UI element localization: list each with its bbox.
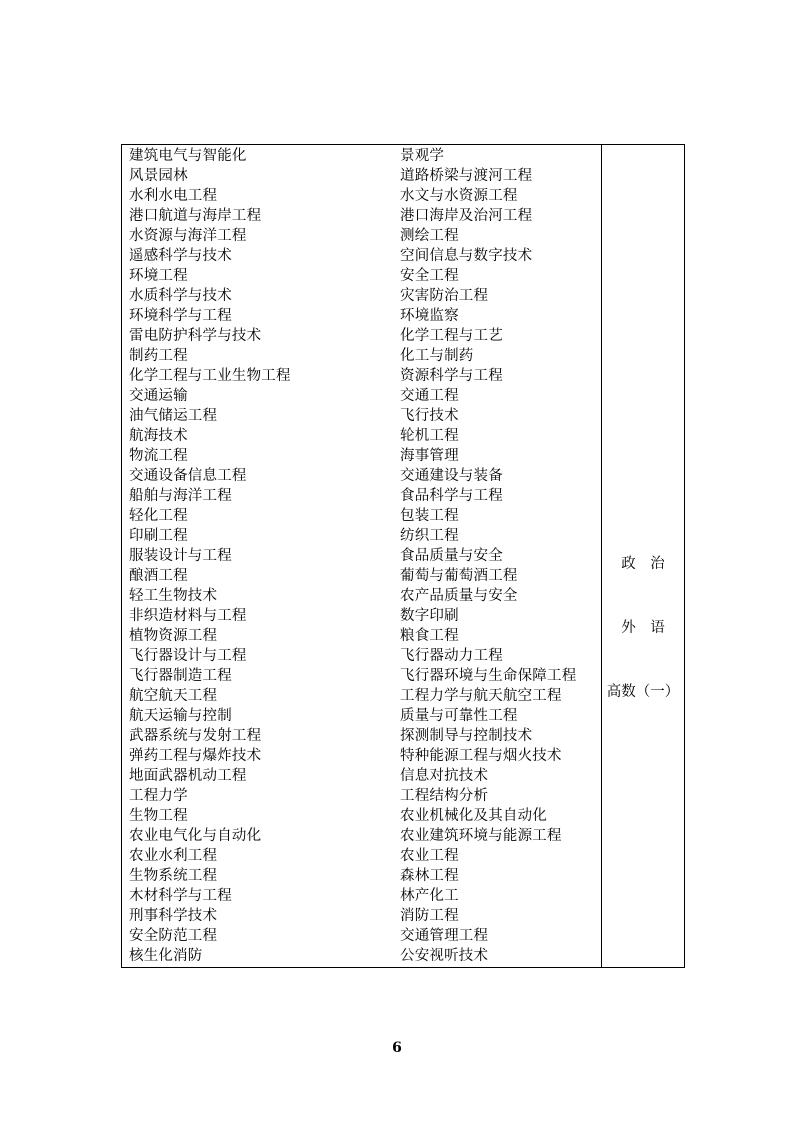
- table-row: [122, 306, 601, 326]
- major-name-left: 非织造材料与工程: [129, 608, 247, 624]
- major-name-right: 测绘工程: [400, 228, 459, 244]
- major-name-right: 数字印刷: [400, 608, 459, 624]
- major-name-left: 水质科学与技术: [129, 288, 232, 304]
- major-name-left: 地面武器机动工程: [129, 768, 247, 784]
- table-row: [122, 826, 601, 846]
- table-row: [122, 606, 601, 626]
- major-name-left: 建筑电气与智能化: [129, 148, 247, 164]
- major-name-right: 纺织工程: [400, 528, 459, 544]
- table-row: [122, 706, 601, 726]
- major-name-right: 轮机工程: [400, 428, 459, 444]
- major-name-right: 化学工程与工艺: [400, 328, 503, 344]
- major-name-right: 质量与可靠性工程: [400, 708, 518, 724]
- major-name-right: 工程结构分析: [400, 788, 489, 804]
- major-name-right: 林产化工: [400, 888, 459, 904]
- table-row: [122, 506, 601, 526]
- major-name-right: 道路桥梁与渡河工程: [400, 168, 533, 184]
- major-name-left: 水利水电工程: [129, 188, 218, 204]
- subject-foreign-language: 外 语: [621, 620, 665, 636]
- major-name-left: 植物资源工程: [129, 628, 218, 644]
- majors-table: [121, 144, 685, 968]
- major-name-left: 水资源与海洋工程: [129, 228, 247, 244]
- major-name-right: 包装工程: [400, 508, 459, 524]
- major-name-right: 空间信息与数字技术: [400, 248, 533, 264]
- major-name-left: 物流工程: [129, 448, 188, 464]
- major-name-right: 消防工程: [400, 908, 459, 924]
- major-name-left: 生物系统工程: [129, 868, 218, 884]
- table-row: [122, 946, 601, 966]
- major-name-right: 信息对抗技术: [400, 768, 489, 784]
- table-row: [122, 226, 601, 246]
- table-row: [122, 926, 601, 946]
- table-row: [122, 686, 601, 706]
- major-name-right: 葡萄与葡萄酒工程: [400, 568, 518, 584]
- table-row: [122, 486, 601, 506]
- major-name-left: 轻化工程: [129, 508, 188, 524]
- major-name-right: 农产品质量与安全: [400, 588, 518, 604]
- major-name-left: 弹药工程与爆炸技术: [129, 748, 262, 764]
- subject-advanced-math: 高数（一）: [606, 684, 680, 700]
- major-name-left: 酿酒工程: [129, 568, 188, 584]
- major-name-right: 灾害防治工程: [400, 288, 489, 304]
- table-row: [122, 666, 601, 686]
- table-row: [122, 286, 601, 306]
- major-name-left: 农业水利工程: [129, 848, 218, 864]
- major-name-left: 飞行器制造工程: [129, 668, 232, 684]
- major-name-left: 航天运输与控制: [129, 708, 232, 724]
- table-row: [122, 746, 601, 766]
- table-row: [122, 146, 601, 166]
- major-name-left: 工程力学: [129, 788, 188, 804]
- major-name-left: 风景园林: [129, 168, 188, 184]
- major-name-left: 生物工程: [129, 808, 188, 824]
- table-row: [122, 786, 601, 806]
- major-name-left: 交通运输: [129, 388, 188, 404]
- major-name-right: 海事管理: [400, 448, 459, 464]
- major-name-left: 遥感科学与技术: [129, 248, 232, 264]
- major-name-left: 港口航道与海岸工程: [129, 208, 262, 224]
- table-row: [122, 626, 601, 646]
- major-name-left: 飞行器设计与工程: [129, 648, 247, 664]
- table-row: [122, 586, 601, 606]
- major-name-left: 武器系统与发射工程: [129, 728, 262, 744]
- major-name-left: 轻工生物技术: [129, 588, 218, 604]
- major-name-right: 环境监察: [400, 308, 459, 324]
- table-row: [122, 346, 601, 366]
- major-name-right: 森林工程: [400, 868, 459, 884]
- table-row: [122, 566, 601, 586]
- major-name-right: 农业工程: [400, 848, 459, 864]
- major-name-left: 航空航天工程: [129, 688, 218, 704]
- page-number: 6: [392, 1040, 402, 1056]
- major-name-right: 化工与制药: [400, 348, 474, 364]
- exam-subjects-column: [602, 145, 684, 967]
- major-name-right: 景观学: [400, 148, 445, 164]
- table-row: [122, 166, 601, 186]
- major-name-right: 飞行器环境与生命保障工程: [400, 668, 577, 684]
- major-name-right: 资源科学与工程: [400, 368, 503, 384]
- major-name-left: 核生化消防: [129, 948, 203, 964]
- major-name-right: 农业机械化及其自动化: [400, 808, 547, 824]
- subject-politics: 政 治: [621, 556, 665, 572]
- major-name-right: 食品科学与工程: [400, 488, 503, 504]
- table-row: [122, 466, 601, 486]
- major-name-right: 港口海岸及治河工程: [400, 208, 533, 224]
- table-row: [122, 426, 601, 446]
- major-name-left: 船舶与海洋工程: [129, 488, 232, 504]
- major-name-left: 交通设备信息工程: [129, 468, 247, 484]
- table-row: [122, 206, 601, 226]
- major-name-right: 飞行器动力工程: [400, 648, 503, 664]
- table-row: [122, 326, 601, 346]
- table-row: [122, 266, 601, 286]
- major-name-left: 刑事科学技术: [129, 908, 218, 924]
- major-name-right: 交通管理工程: [400, 928, 489, 944]
- major-name-right: 工程力学与航天航空工程: [400, 688, 562, 704]
- table-row: [122, 906, 601, 926]
- table-row: [122, 646, 601, 666]
- major-name-right: 安全工程: [400, 268, 459, 284]
- major-name-right: 粮食工程: [400, 628, 459, 644]
- table-row: [122, 546, 601, 566]
- major-name-left: 印刷工程: [129, 528, 188, 544]
- table-row: [122, 366, 601, 386]
- major-name-left: 化学工程与工业生物工程: [129, 368, 291, 384]
- table-row: [122, 766, 601, 786]
- table-row: [122, 446, 601, 466]
- table-row: [122, 186, 601, 206]
- major-name-left: 环境科学与工程: [129, 308, 232, 324]
- major-name-left: 油气储运工程: [129, 408, 218, 424]
- major-name-left: 航海技术: [129, 428, 188, 444]
- major-name-right: 交通建设与装备: [400, 468, 503, 484]
- table-row: [122, 246, 601, 266]
- major-name-right: 飞行技术: [400, 408, 459, 424]
- table-row: [122, 406, 601, 426]
- table-row: [122, 526, 601, 546]
- major-name-left: 农业电气化与自动化: [129, 828, 262, 844]
- major-name-right: 水文与水资源工程: [400, 188, 518, 204]
- major-name-left: 环境工程: [129, 268, 188, 284]
- major-name-right: 特种能源工程与烟火技术: [400, 748, 562, 764]
- major-name-left: 雷电防护科学与技术: [129, 328, 262, 344]
- major-name-left: 制药工程: [129, 348, 188, 364]
- table-row: [122, 386, 601, 406]
- major-name-right: 交通工程: [400, 388, 459, 404]
- table-row: [122, 886, 601, 906]
- major-name-left: 安全防范工程: [129, 928, 218, 944]
- major-name-right: 探测制导与控制技术: [400, 728, 533, 744]
- table-row: [122, 726, 601, 746]
- table-row: [122, 806, 601, 826]
- major-name-right: 农业建筑环境与能源工程: [400, 828, 562, 844]
- table-row: [122, 846, 601, 866]
- major-name-left: 木材科学与工程: [129, 888, 232, 904]
- major-name-left: 服装设计与工程: [129, 548, 232, 564]
- major-name-right: 食品质量与安全: [400, 548, 503, 564]
- major-name-right: 公安视听技术: [400, 948, 489, 964]
- table-row: [122, 866, 601, 886]
- majors-column: [122, 145, 601, 967]
